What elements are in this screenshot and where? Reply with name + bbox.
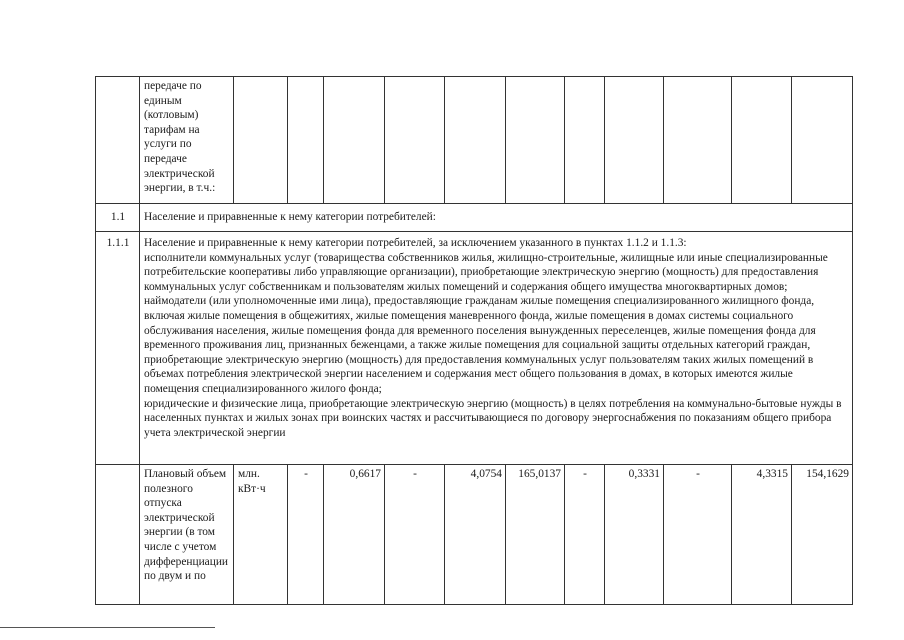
tariff-table [95, 76, 853, 605]
value-cell: 4,0754 [445, 465, 506, 605]
table-row-1-1-1 [96, 232, 853, 465]
row-name-cell: Плановый объем полезного отпуска электрической энергии (в том числе с учетом дифференциации по двум и по [140, 465, 234, 605]
cell-number-empty [96, 77, 140, 204]
cell-empty [385, 77, 445, 204]
value-cell: - [288, 465, 324, 605]
description-paragraph-3: юридические и физические лица, приобретающие электрическую энергию (мощность) в целях потребления на коммунально-бытовые нужды в населенных пунктах и жилых зонах при воинских частях и рассчитывающиеся по договору энергоснабжения по показаниям общего прибора учета электрической энергии [144, 397, 842, 439]
cell-empty [324, 77, 385, 204]
cell-empty [732, 77, 792, 204]
row-number: 1.1 [96, 204, 140, 232]
value-cell: - [565, 465, 605, 605]
value-cell: 4,3315 [732, 465, 792, 605]
value-cell: 165,0137 [506, 465, 565, 605]
cell-number-empty [96, 465, 140, 605]
cell-empty [506, 77, 565, 204]
value-cell: 0,6617 [324, 465, 385, 605]
row-number: 1.1.1 [96, 232, 140, 465]
row-category-text: Население и приравненные к нему категории потребителей: [140, 204, 853, 232]
cell-empty [445, 77, 506, 204]
row-category-description [140, 232, 853, 465]
cell-empty [288, 77, 324, 204]
value-cell: 0,3331 [605, 465, 664, 605]
footnote-rule [0, 627, 215, 628]
description-paragraph-1: Население и приравненные к нему категории потребителей, за исключением указанного в пунктах 1.1.2 и 1.1.3: [144, 237, 687, 249]
value-cell: - [664, 465, 732, 605]
table-row-top [96, 77, 853, 204]
value-cell: 154,1629 [792, 465, 853, 605]
table-row-1-1 [96, 204, 853, 232]
cell-empty [664, 77, 732, 204]
table-row-plan-volume [96, 465, 853, 605]
unit-cell: млн. кВт·ч [234, 465, 288, 605]
row-name-cell: передаче по единым (котловым) тарифам на услуги по передаче электрической энергии, в т.ч.: [140, 77, 234, 204]
cell-empty [234, 77, 288, 204]
value-cell: - [385, 465, 445, 605]
cell-empty [792, 77, 853, 204]
cell-empty [605, 77, 664, 204]
description-paragraph-2: исполнители коммунальных услуг (товарищества собственников жилья, жилищно-строительные, жилищные или иные специализированные потребительские кооперативы либо управляющие организации), приобретающие электрическую энергию (мощность) для предоставления коммунальных услуг собственникам и пользователям жилых помещений и содержания общего имущества многоквартирных домов; наймодатели (или уполномоченные ими лица), предоставляющие гражданам жилые помещения специализированного жилищного фонда, включая жилые помещения в общежитиях, жилые помещения маневренного фонда, жилые помещения в домах системы социального обслуживания населения, жилые помещения фонда для временного поселения вынужденных переселенцев, жилые помещения фонда для временного проживания лиц, признанных беженцами, а также жилые помещения для социальной защиты отдельных категорий граждан, приобретающие электрическую энергию (мощность) для предоставления коммунальных услуг пользователям таких жилых помещений в объемах потребления электрической энергии населением и содержания мест общего пользования в домах, в которых имеются жилые помещения специализированного жилого фонда; [144, 251, 828, 395]
cell-empty [565, 77, 605, 204]
